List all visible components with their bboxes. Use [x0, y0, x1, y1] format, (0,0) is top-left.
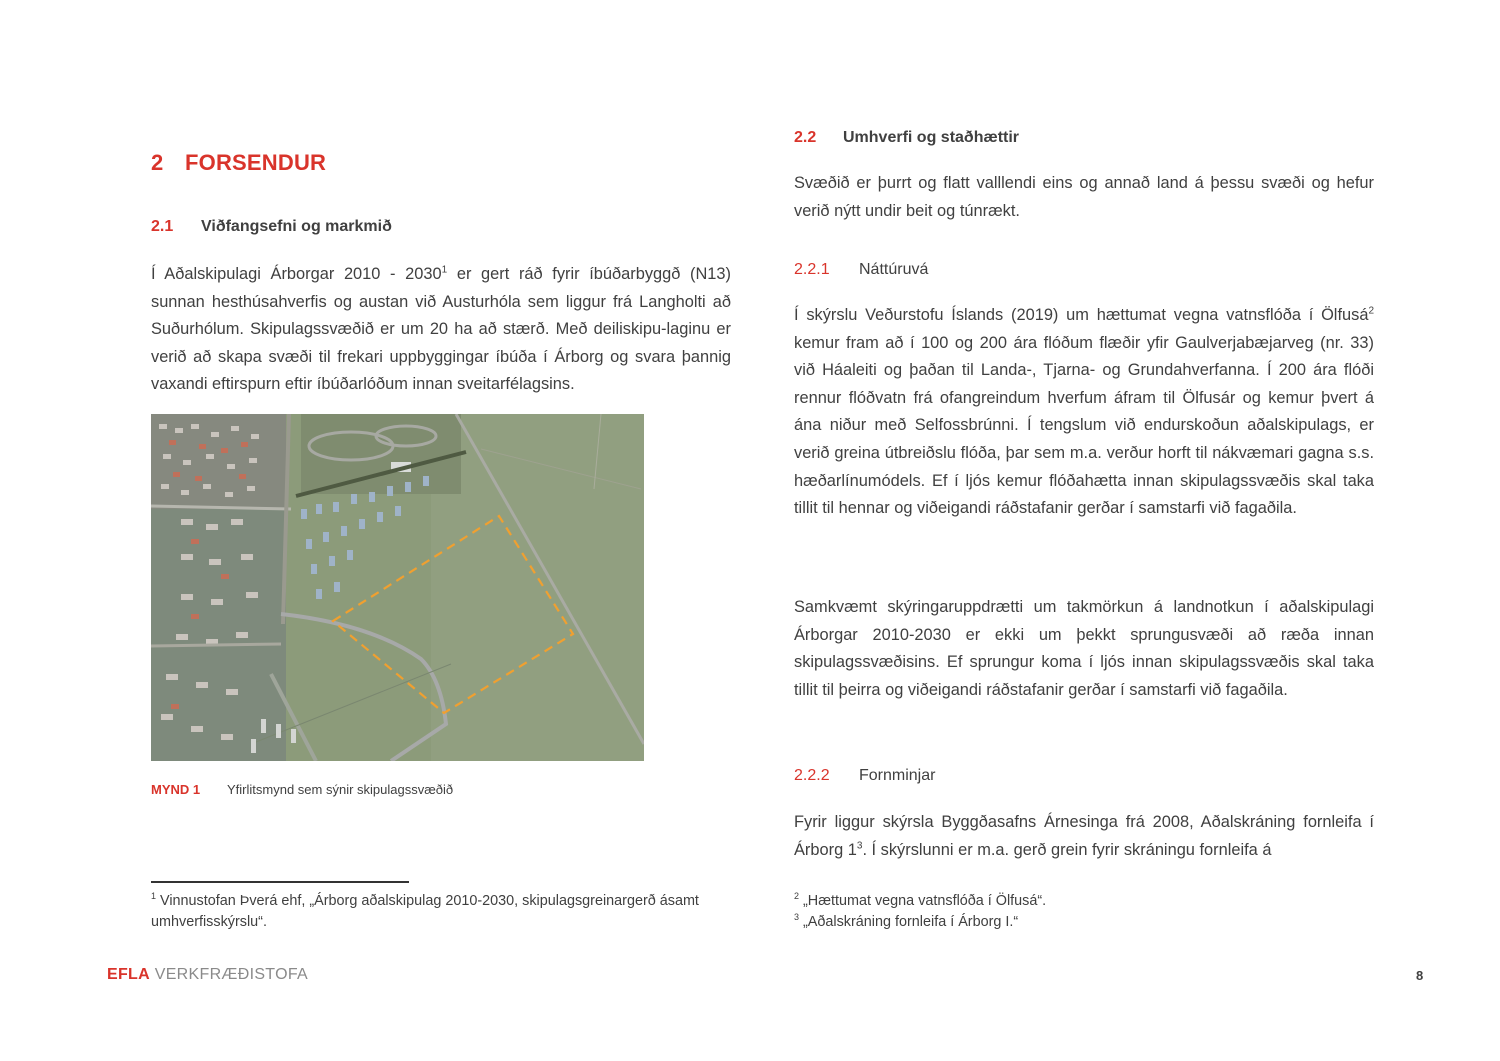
- paragraph-2-2-1-b: Samkvæmt skýringaruppdrætti um takmörkun á landnotkun í aðalskipulagi Árborgar 2010-2030 er ekki um þekkt sprungusvæði að ræða innan skipulagssvæðisins. Ef sprungur koma í ljós innan skipulagssvæðis skal taka tillit til þeirra og viðeigandi ráðstafanir gerðar í samstarfi við fagaðila.: [794, 598, 1374, 699]
- brand-subtitle: VERKFRÆÐISTOFA: [149, 966, 308, 983]
- paragraph-2-2-2: [794, 809, 1374, 864]
- section-number: 2.2.1: [794, 261, 830, 278]
- section-2-1-heading: [151, 218, 392, 236]
- figure-caption: [151, 782, 453, 797]
- footnote-ref-1[interactable]: 1: [441, 264, 448, 276]
- footnote-marker: 2: [794, 891, 800, 902]
- section-title: Náttúruvá: [859, 261, 929, 278]
- figure-label: MYND 1: [151, 782, 201, 797]
- section-title: Fornminjar: [859, 767, 936, 784]
- paragraph-text: Fyrir liggur skýrsla Byggðasafns Árnesinga frá 2008, Aðalskráning fornleifa í Árborg 1: [794, 813, 1374, 859]
- paragraph-text: Í Aðalskipulagi Árborgar 2010 - 2030: [151, 265, 442, 283]
- page-number: 8: [1416, 968, 1424, 983]
- section-number: 2.2: [794, 129, 817, 146]
- paragraph-text: Í skýrslu Veðurstofu Íslands (2019) um hættumat vegna vatnsflóða í Ölfusá: [794, 306, 1369, 324]
- section-number: 2.2.2: [794, 767, 830, 784]
- section-number: 2.1: [151, 218, 174, 235]
- section-title: Viðfangsefni og markmið: [201, 218, 392, 235]
- footnote-marker: 1: [151, 891, 157, 902]
- paragraph-text: er gert ráð fyrir íbúðarbyggð (N13) sunnan hesthúsahverfis og austan við Austurhóla sem liggur frá Langholti að Suðurhólum. Skipulagssvæðið er um 20 ha að stærð. Með deiliskipu-laginu er verið að skapa svæði til frekari uppbyggingar íbúða í Árborg og svara þannig vaxandi eftirspurn eftir íbúðarlóðum innan sveitarfélagsins.: [151, 265, 731, 394]
- section-2-2-1-heading: [794, 261, 928, 279]
- chapter-title: FORSENDUR: [185, 150, 327, 175]
- footnote-1: [151, 891, 731, 933]
- footnote-text: Vinnustofan Þverá ehf, „Árborg aðalskipulag 2010-2030, skipulagsgreinargerð ásamt umhverfisskýrslu“.: [151, 893, 699, 930]
- footnote-text: „Hættumat vegna vatnsflóða í Ölfusá“.: [799, 893, 1047, 909]
- chapter-number: 2: [151, 150, 164, 175]
- aerial-map-figure: [151, 414, 644, 761]
- footnote-ref-2[interactable]: 2: [1368, 305, 1374, 317]
- section-2-2-2-heading: [794, 767, 935, 785]
- brand-logo: [107, 966, 308, 984]
- footnote-marker: 3: [794, 912, 800, 923]
- section-2-2-heading: [794, 129, 1019, 147]
- footnote-3: [794, 912, 1374, 933]
- footnote-text: „Aðalskráning fornleifa í Árborg I.“: [799, 914, 1019, 930]
- chapter-heading: [151, 150, 326, 176]
- paragraph-2-2: Svæðið er þurrt og flatt valllendi eins og annað land á þessu svæði og hefur verið nýtt undir beit og túnrækt.: [794, 174, 1374, 220]
- paragraph-2-2-1-a: [794, 302, 1374, 523]
- figure-caption-text: Yfirlitsmynd sem sýnir skipulagssvæðið: [227, 782, 454, 797]
- footnote-2: [794, 891, 1374, 912]
- footnote-divider: [151, 881, 409, 883]
- section-title: Umhverfi og staðhættir: [843, 129, 1020, 146]
- paragraph-text: . Í skýrslunni er m.a. gerð grein fyrir skráningu fornleifa á: [862, 840, 1272, 859]
- footnote-ref-3[interactable]: 3: [856, 840, 863, 852]
- aerial-photo: [151, 414, 644, 761]
- brand-name: EFLA: [107, 966, 150, 983]
- intro-paragraph: [151, 261, 731, 399]
- paragraph-text: kemur fram að í 100 og 200 ára flóðum flæðir yfir Gaulverjabæjarveg (nr. 33) við Háaleiti og þaðan til Landa-, Tjarna- og Grundahverfanna. Í 200 ára flóði rennur flóðvatn frá ofangreindum hverfum áfram til Ölfusár og kemur þvert á ána niður með Selfossbrúnni. Í tengslum við endurskoðun aðalskipulags, er verið greina útbreiðslu flóða, þar sem m.a. verður horft til nákvæmari gagna s.s. hæðarlínumódels. Ef í ljós kemur flóðahætta innan skipulagssvæðis skal taka tillit til hennar og viðeigandi ráðstafanir gerðar í samstarfi við fagaðila.: [794, 333, 1374, 518]
